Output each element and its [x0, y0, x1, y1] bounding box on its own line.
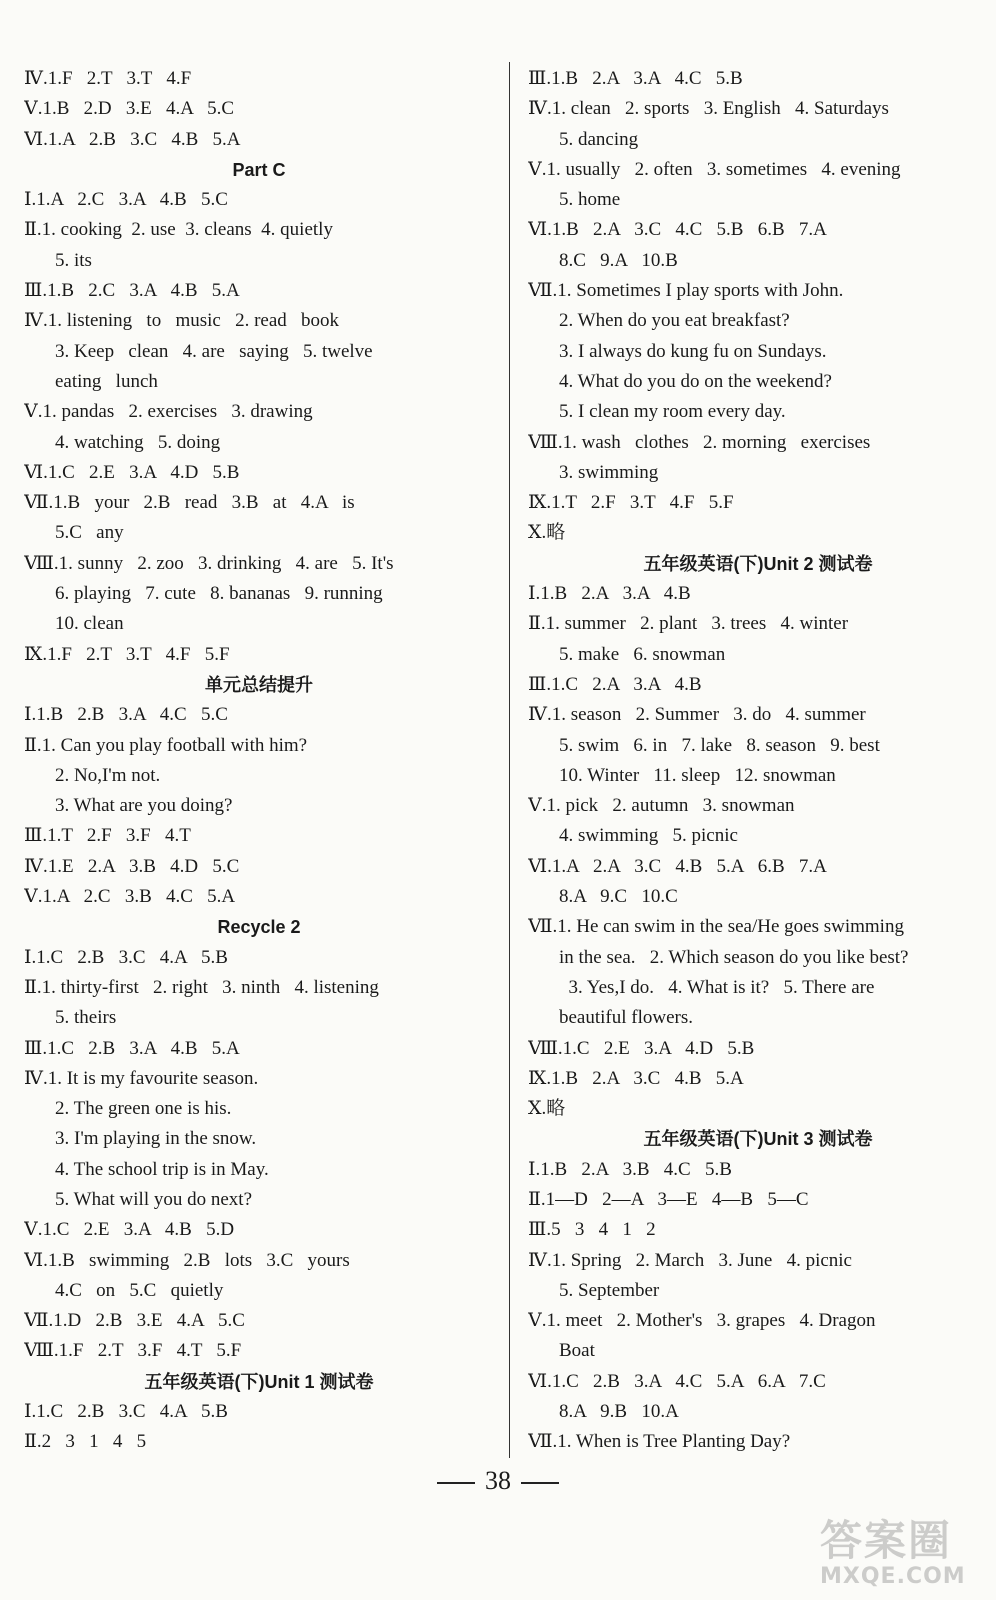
answer-line: 8.A 9.B 10.A [559, 1401, 679, 1423]
answer-line: 8.C 9.A 10.B [559, 249, 678, 271]
answer-line: Ⅴ.1.C 2.E 3.A 4.B 5.D [24, 1219, 235, 1241]
answer-line: Ⅸ.1.T 2.F 3.T 4.F 5.F [528, 492, 734, 514]
answer-line: eating lunch [55, 370, 158, 392]
answer-line: Ⅱ.1—D 2—A 3—E 4—B 5—C [528, 1188, 809, 1210]
section-heading: 单元总结提升 [205, 674, 313, 695]
answer-line: Ⅳ.1. season 2. Summer 3. do 4. summer [528, 704, 866, 726]
answer-line: 3. I always do kung fu on Sundays. [559, 340, 827, 362]
watermark-logo-text: 答案圈 [820, 1516, 953, 1565]
answer-line: 3. swimming [559, 461, 659, 483]
answer-line: Ⅰ.1.B 2.A 3.B 4.C 5.B [528, 1158, 732, 1180]
answer-line: Ⅳ.1. Spring 2. March 3. June 4. picnic [528, 1249, 852, 1271]
watermark-logo [820, 1508, 990, 1596]
watermark-url: MXQE.COM [820, 1564, 966, 1589]
answer-line: 2. No,I'm not. [55, 764, 161, 786]
answer-line: Ⅰ.1.C 2.B 3.C 4.A 5.B [24, 1401, 228, 1423]
answer-line: Ⅵ.1.A 2.A 3.C 4.B 5.A 6.B 7.A [528, 855, 827, 877]
answer-line: Ⅱ.1. cooking 2. use 3. cleans 4. quietly [24, 219, 333, 241]
answer-line: Ⅴ.1. meet 2. Mother's 3. grapes 4. Dragon [528, 1310, 876, 1332]
answer-line: Ⅲ.1.T 2.F 3.F 4.T [24, 825, 191, 847]
answer-line: Ⅶ.1.D 2.B 3.E 4.A 5.C [24, 1310, 245, 1332]
answer-line: Ⅷ.1. sunny 2. zoo 3. drinking 4. are 5. It's [24, 552, 394, 574]
answer-line: Ⅴ.1. pandas 2. exercises 3. drawing [24, 401, 313, 423]
answer-line: 4. The school trip is in May. [55, 1158, 269, 1180]
answer-line: Ⅱ.2 3 1 4 5 [24, 1431, 147, 1453]
answer-line: Ⅱ.1. summer 2. plant 3. trees 4. winter [528, 613, 849, 635]
answer-line: Ⅵ.1.A 2.B 3.C 4.B 5.A [24, 128, 241, 150]
answer-line: Ⅲ.1.C 2.A 3.A 4.B [528, 673, 702, 695]
answer-line: 3. I'm playing in the snow. [55, 1128, 257, 1150]
answer-line: 5. dancing [559, 128, 639, 150]
answer-line: Ⅰ.1.A 2.C 3.A 4.B 5.C [24, 189, 228, 211]
answer-line: 5. its [55, 249, 92, 271]
answer-line: Ⅳ.1.E 2.A 3.B 4.D 5.C [24, 855, 240, 877]
answer-line: Ⅰ.1.B 2.A 3.A 4.B [528, 583, 691, 605]
answer-line: 4. watching 5. doing [55, 431, 221, 453]
answer-line: Ⅵ.1.C 2.B 3.A 4.C 5.A 6.A 7.C [528, 1370, 826, 1392]
section-heading: 五年级英语(下)Unit 2 测试卷 [643, 553, 873, 574]
answer-line: Ⅶ.1.B your 2.B read 3.B at 4.A is [24, 492, 355, 514]
answer-line: Ⅵ.1.B swimming 2.B lots 3.C yours [24, 1249, 350, 1271]
answer-line: Ⅶ.1. Sometimes I play sports with John. [528, 280, 844, 302]
answer-line: Ⅱ.1. thirty-first 2. right 3. ninth 4. listening [24, 976, 379, 998]
page-footer [0, 1466, 996, 1496]
answer-line: 2. The green one is his. [55, 1098, 232, 1120]
answer-line: Boat [559, 1340, 595, 1362]
answer-line: Ⅳ.1. clean 2. sports 3. English 4. Saturdays [528, 98, 889, 120]
page-number: 38 [485, 1466, 511, 1495]
answer-line: 5. What will you do next? [55, 1188, 253, 1210]
answer-line: 5. swim 6. in 7. lake 8. season 9. best [559, 734, 880, 756]
answer-line: beautiful flowers. [559, 1007, 694, 1029]
answer-line: Ⅷ.1.C 2.E 3.A 4.D 5.B [528, 1037, 755, 1059]
answer-line: Ⅳ.1. It is my favourite season. [24, 1067, 259, 1089]
answer-line: 2. When do you eat breakfast? [559, 310, 790, 332]
answer-line: 3. What are you doing? [55, 795, 233, 817]
answer-line: Ⅸ.1.B 2.A 3.C 4.B 5.A [528, 1067, 744, 1089]
answer-line: in the sea. 2. Which season do you like best? [559, 946, 909, 968]
right-column [528, 64, 988, 1458]
answer-line: 6. playing 7. cute 8. bananas 9. running [55, 583, 383, 605]
answer-line: Ⅸ.1.F 2.T 3.T 4.F 5.F [24, 643, 230, 665]
answer-line: 5. make 6. snowman [559, 643, 726, 665]
answer-line: Ⅵ.1.B 2.A 3.C 4.C 5.B 6.B 7.A [528, 219, 827, 241]
answer-line: 3. Yes,I do. 4. What is it? 5. There are [559, 976, 875, 998]
footer-dash-right [521, 1482, 559, 1484]
answer-line: 5.C any [55, 522, 124, 544]
section-heading: 五年级英语(下)Unit 3 测试卷 [643, 1129, 873, 1150]
left-column [24, 64, 494, 1458]
answer-line: Ⅶ.1. When is Tree Planting Day? [528, 1431, 791, 1453]
section-heading: 五年级英语(下)Unit 1 测试卷 [144, 1371, 374, 1392]
answer-line: 4.C on 5.C quietly [55, 1279, 224, 1301]
answer-line: 5. I clean my room every day. [559, 401, 786, 423]
answer-line: Ⅴ.1. pick 2. autumn 3. snowman [528, 795, 795, 817]
answer-line: Ⅹ.略 [528, 522, 566, 544]
column-divider [509, 62, 510, 1458]
answer-line: Ⅲ.1.B 2.A 3.A 4.C 5.B [528, 68, 743, 89]
answer-line: Ⅴ.1.A 2.C 3.B 4.C 5.A [24, 886, 236, 908]
answer-line: Ⅴ.1.B 2.D 3.E 4.A 5.C [24, 98, 235, 120]
footer-dash-left [437, 1482, 475, 1484]
answer-line: Ⅹ.略 [528, 1098, 566, 1120]
answer-line: 5. September [559, 1279, 660, 1301]
answer-line: Ⅳ.1.F 2.T 3.T 4.F [24, 68, 192, 89]
answer-line: Ⅳ.1. listening to music 2. read book [24, 310, 340, 332]
answer-line: 10. clean [55, 613, 124, 635]
answer-line: Ⅲ.1.C 2.B 3.A 4.B 5.A [24, 1037, 240, 1059]
answer-line: 3. Keep clean 4. are saying 5. twelve [55, 340, 373, 362]
answer-line: 5. home [559, 189, 621, 211]
answer-line: 5. theirs [55, 1007, 117, 1029]
section-heading: Recycle 2 [217, 917, 301, 938]
answer-line: 4. What do you do on the weekend? [559, 370, 832, 392]
answer-line: Ⅴ.1. usually 2. often 3. sometimes 4. evening [528, 158, 901, 180]
answer-line: Ⅷ.1.F 2.T 3.F 4.T 5.F [24, 1340, 242, 1362]
answer-line: Ⅰ.1.B 2.B 3.A 4.C 5.C [24, 704, 228, 726]
answer-line: Ⅵ.1.C 2.E 3.A 4.D 5.B [24, 461, 240, 483]
answer-line: Ⅲ.5 3 4 1 2 [528, 1219, 656, 1241]
answer-line: 4. swimming 5. picnic [559, 825, 738, 847]
answer-line: Ⅰ.1.C 2.B 3.C 4.A 5.B [24, 946, 228, 968]
answer-line: Ⅷ.1. wash clothes 2. morning exercises [528, 431, 871, 453]
answer-line: Ⅲ.1.B 2.C 3.A 4.B 5.A [24, 280, 240, 302]
section-heading: Part C [232, 159, 286, 180]
answer-line: 8.A 9.C 10.C [559, 886, 678, 908]
answer-line: Ⅱ.1. Can you play football with him? [24, 734, 308, 756]
answer-line: Ⅶ.1. He can swim in the sea/He goes swimming [528, 916, 904, 938]
answer-line: 10. Winter 11. sleep 12. snowman [559, 764, 836, 786]
